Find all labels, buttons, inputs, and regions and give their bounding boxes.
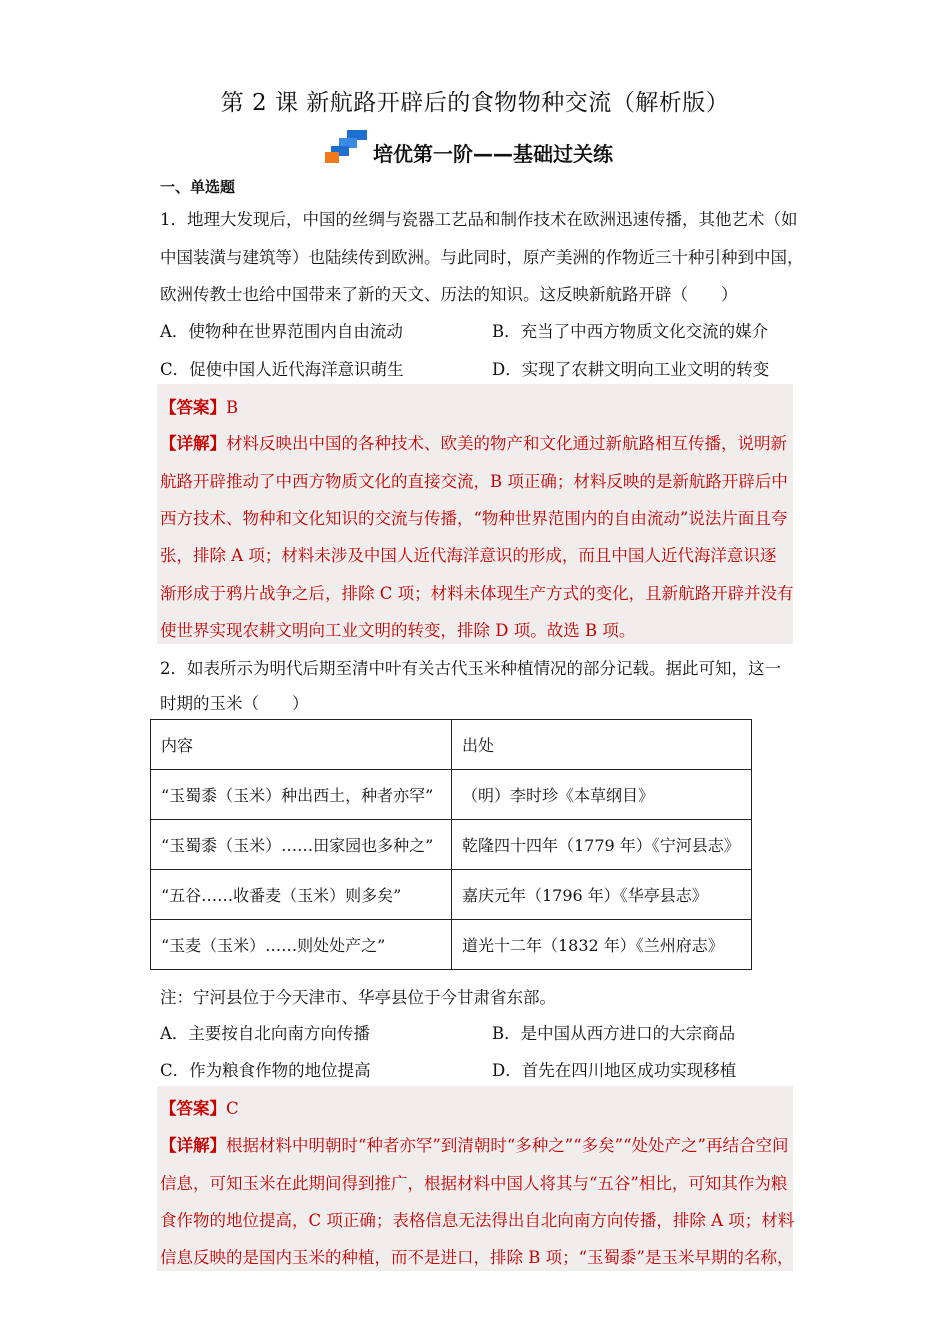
table-header-row — [151, 720, 752, 770]
q2-stem-line-1: 2．如表所示为明代后期至清中叶有关古代玉米种植情况的部分记载。据此可知，这一 — [160, 659, 781, 678]
table-cell: 乾隆四十四年（1779 年）《宁河县志》 — [452, 820, 752, 870]
stairs-logo-icon — [325, 130, 369, 164]
table-cell: “玉麦（玉米）……则处处产之” — [151, 920, 452, 970]
table-cell: 道光十二年（1832 年）《兰州府志》 — [452, 920, 752, 970]
q2-answer: 【答案】C — [160, 1099, 239, 1118]
table-header-cell: 内容 — [151, 720, 452, 770]
q1-stem-line-1: 1．地理大发现后，中国的丝绸与瓷器工艺品和制作技术在欧洲迅速传播，其他艺术（如 — [160, 210, 798, 229]
table-row — [151, 770, 752, 820]
q1-detail-line-4: 张，排除 A 项；材料未涉及中国人近代海洋意识的形成，而且中国人近代海洋意识逐 — [160, 546, 777, 565]
section-heading: 一、单选题 — [160, 178, 236, 196]
table-cell: “五谷……收番麦（玉米）则多矣” — [151, 870, 452, 920]
q2-option-a[interactable]: A．主要按自北向南方向传播 — [160, 1024, 370, 1043]
table-row — [151, 920, 752, 970]
q1-detail-line-3: 西方技术、物种和文化知识的交流与传播，“物种世界范围内的自由流动”说法片面且夸 — [160, 509, 788, 528]
q1-detail-line-1: 【详解】材料反映出中国的各种技术、欧美的物产和文化通过新航路相互传播，说明新 — [160, 434, 787, 453]
q1-detail-line-5: 渐形成于鸦片战争之后，排除 C 项；材料未体现生产方式的变化，且新航路开辟并没有 — [160, 584, 794, 603]
table-cell: 嘉庆元年（1796 年）《华亭县志》 — [452, 870, 752, 920]
table-cell: （明）李时珍《本草纲目》 — [452, 770, 752, 820]
q1-option-b[interactable]: B．充当了中西方物质文化交流的媒介 — [492, 322, 769, 341]
q2-detail-line-2: 信息，可知玉米在此期间得到推广，根据材料中国人将其与“五谷”相比，可知其作为粮 — [160, 1174, 788, 1193]
table-row — [151, 820, 752, 870]
q2-detail-line-1: 【详解】根据材料中明朝时“种者亦罕”到清朝时“多种之”“多矣”“处处产之”再结合空间 — [160, 1136, 789, 1155]
q2-option-c[interactable]: C．作为粮食作物的地位提高 — [160, 1061, 371, 1080]
q1-answer-box — [157, 384, 793, 644]
table-header-cell: 出处 — [452, 720, 752, 770]
q2-option-d[interactable]: D．首先在四川地区成功实现移植 — [492, 1061, 737, 1080]
table-row — [151, 870, 752, 920]
q2-note: 注：宁河县位于今天津市、华亭县位于今甘肃省东部。 — [160, 988, 556, 1007]
page-title: 第 2 课 新航路开辟后的食物物种交流（解析版） — [220, 90, 730, 116]
q2-option-b[interactable]: B．是中国从西方进口的大宗商品 — [492, 1024, 736, 1043]
q2-detail-line-4: 信息反映的是国内玉米的种植，而不是进口，排除 B 项；“玉蜀黍”是玉米早期的名称， — [160, 1248, 794, 1267]
q1-answer: 【答案】B — [160, 398, 239, 417]
q1-option-c[interactable]: C．促使中国人近代海洋意识萌生 — [160, 360, 404, 379]
q2-stem-line-2: 时期的玉米（ ） — [160, 694, 309, 713]
q1-stem-line-3: 欧洲传教士也给中国带来了新的天文、历法的知识。这反映新航路开辟（ ） — [160, 285, 738, 304]
table-cell: “玉蜀黍（玉米）种出西土，种者亦罕” — [151, 770, 452, 820]
q1-stem-line-2: 中国装潢与建筑等）也陆续传到欧洲。与此同时，原产美洲的作物近三十种引种到中国， — [160, 248, 804, 267]
table-cell: “玉蜀黍（玉米）……田家园也多种之” — [151, 820, 452, 870]
section-banner — [325, 127, 613, 167]
banner-text: 培优第一阶——基础过关练 — [373, 141, 613, 166]
q2-detail-line-3: 食作物的地位提高，C 项正确；表格信息无法得出自北向南方向传播，排除 A 项；材料 — [160, 1211, 795, 1230]
q1-detail-line-2: 航路开辟推动了中西方物质文化的直接交流，B 项正确；材料反映的是新航路开辟后中 — [160, 472, 788, 491]
q2-answer-box — [157, 1086, 793, 1271]
q1-option-a[interactable]: A．使物种在世界范围内自由流动 — [160, 322, 403, 341]
q1-option-d[interactable]: D．实现了农耕文明向工业文明的转变 — [492, 360, 770, 379]
q1-detail-line-6: 使世界实现农耕文明向工业文明的转变，排除 D 项。故选 B 项。 — [160, 621, 636, 640]
source-table — [150, 719, 752, 970]
